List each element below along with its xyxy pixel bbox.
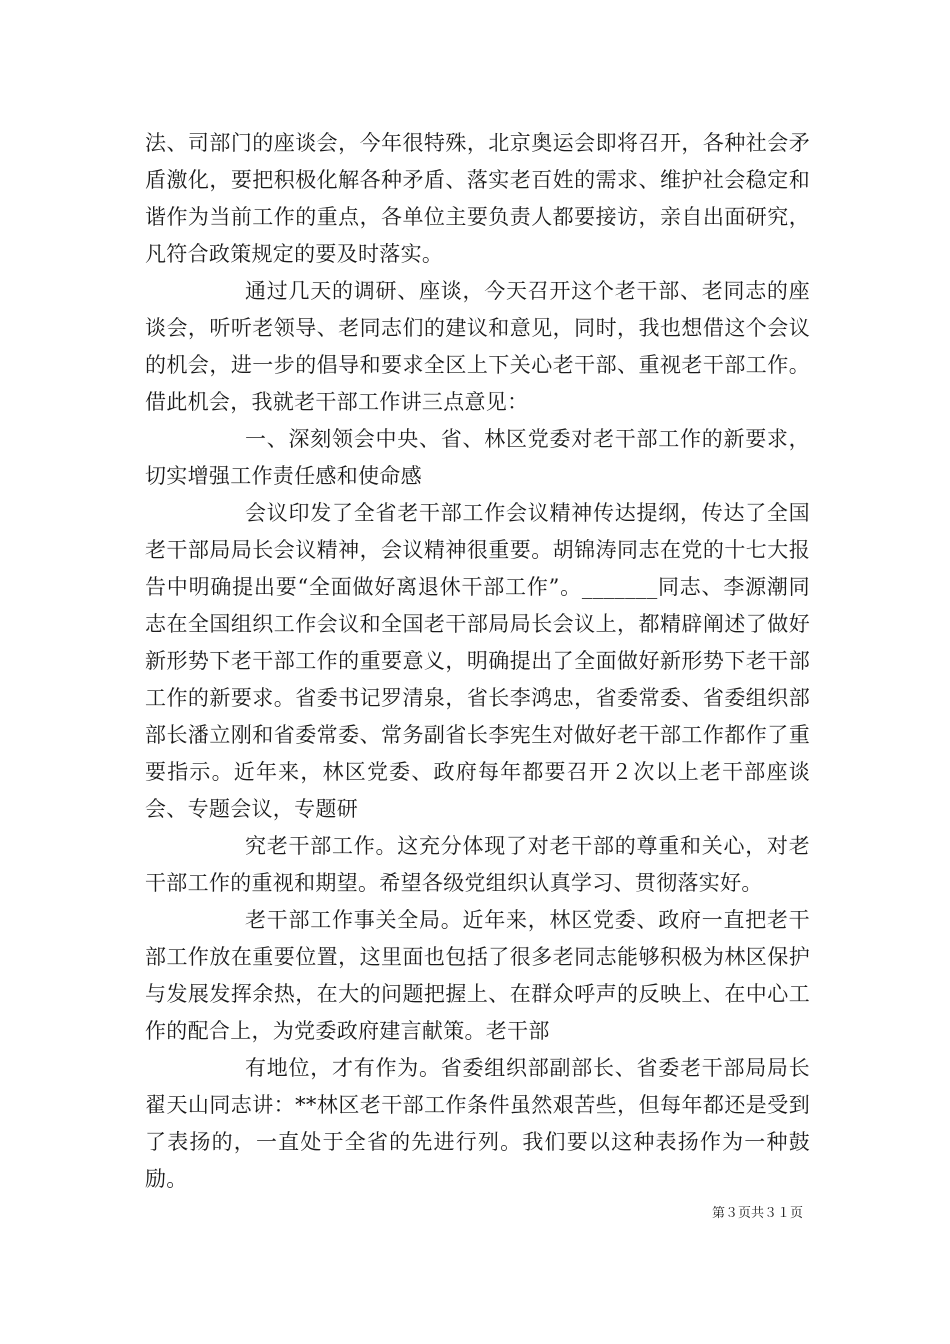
paragraph-5: 老干部工作事关全局。近年来，林区党委、政府一直把老干部工作放在重要位置，这里面也包括了很多老同志能够积极为林区保护与发展发挥余热，在大的问题把握上、在群众呼声的反映上、在中心工作的配合上，为党委政府建言献策。老干部 — [145, 908, 810, 1043]
paragraph-1: 法、司部门的座谈会，今年很特殊，北京奥运会即将召开，各种社会矛盾激化，要把积极化解各种矛盾、落实老百姓的需求、维护社会稳定和谐作为当前工作的重点，各单位主要负责人都要接访，亲自出面研究，凡符合政策规定的要及时落实。 — [145, 131, 810, 266]
paragraph-3: 会议印发了全省老干部工作会议精神传达提纲，传达了全国老干部局局长会议精神，会议精神很重要。胡锦涛同志在党的十七大报告中明确提出要“全面做好离退休干部工作”。_______同志、李源潮同志在全国组织工作会议和全国老干部局局长会议上，都精辟阐述了做好新形势下老干部工作的重要意义，明确提出了全面做好新形势下老干部工作的新要求。省委书记罗清泉，省长李鸿忠，省委常委、省委组织部部长潘立刚和省委常委、常务副省长李宪生对做好老干部工作都作了重要指示。近年来，林区党委、政府每年都要召开２次以上老干部座谈会、专题会议，专题研 — [145, 501, 810, 821]
paragraph-4: 究老干部工作。这充分体现了对老干部的尊重和关心，对老干部工作的重视和期望。希望各级党组织认真学习、贯彻落实好。 — [145, 834, 810, 895]
page-number-footer: 第３页共３１页 — [712, 1206, 804, 1221]
paragraph-2: 通过几天的调研、座谈，今天召开这个老干部、老同志的座谈会，听听老领导、老同志们的建议和意见，同时，我也想借这个会议的机会，进一步的倡导和要求全区上下关心老干部、重视老干部工作。借此机会，我就老干部工作讲三点意见： — [145, 279, 810, 414]
section-heading-1: 一、深刻领会中央、省、林区党委对老干部工作的新要求，切实增强工作责任感和使命感 — [145, 427, 810, 488]
paragraph-6: 有地位，才有作为。省委组织部副部长、省委老干部局局长翟天山同志讲：**林区老干部工作条件虽然艰苦些，但每年都还是受到了表扬的，一直处于全省的先进行列。我们要以这种表扬作为一种鼓励。 — [145, 1056, 810, 1191]
document-body — [145, 125, 810, 1198]
